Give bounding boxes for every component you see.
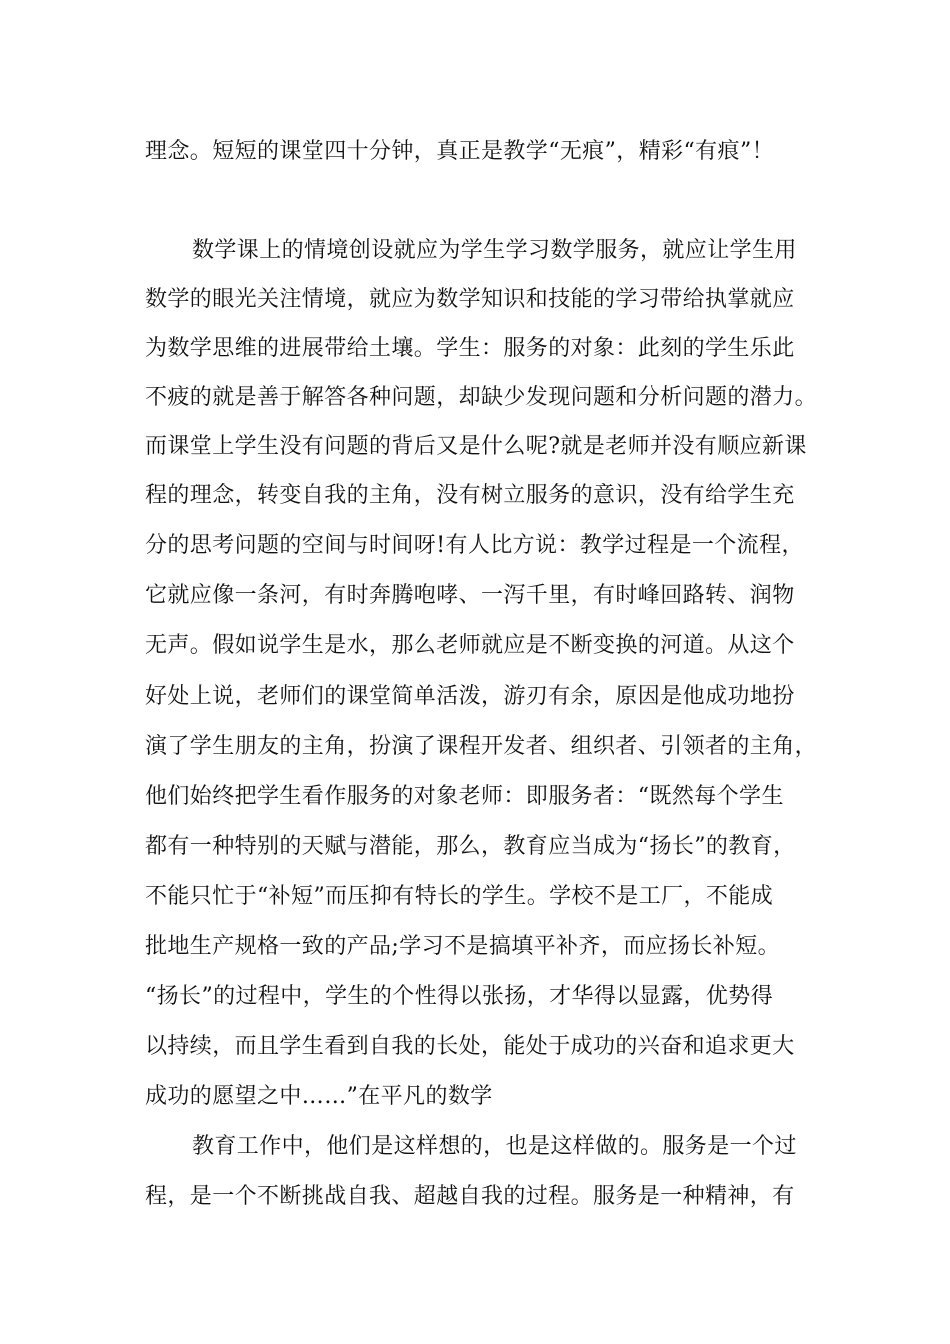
text-line: 不能只忙于“补短”而压抑有特长的学生。学校不是工厂，不能成 — [145, 884, 774, 909]
text-line: 成功的愿望之中……”在平凡的数学 — [145, 1084, 493, 1109]
paragraph-first-line: 数学课上的情境创设就应为学生学习数学服务，就应让学生用 — [192, 238, 797, 263]
text-line: 理念。短短的课堂四十分钟，真正是教学“无痕”，精彩“有痕”！ — [145, 139, 774, 164]
text-line: 以持续，而且学生看到自我的长处，能处于成功的兴奋和追求更大 — [145, 1034, 795, 1059]
paragraph-first-line: 教育工作中，他们是这样想的，也是这样做的。服务是一个过 — [192, 1134, 797, 1159]
text-line: 好处上说，老师们的课堂简单活泼，游刃有余，原因是他成功地扮 — [145, 684, 795, 709]
text-line: 不疲的就是善于解答各种问题，却缺少发现问题和分析问题的潜力。 — [145, 385, 818, 410]
text-line: 数学的眼光关注情境，就应为数学知识和技能的学习带给执掌就应 — [145, 287, 795, 312]
text-line: 批地生产规格一致的产品;学习不是搞填平补齐，而应扬长补短。 — [145, 934, 781, 959]
text-line: 程，是一个不断挑战自我、超越自我的过程。服务是一种精神，有 — [145, 1184, 795, 1209]
text-line: 为数学思维的进展带给土壤。学生：服务的对象：此刻的学生乐此 — [145, 336, 795, 361]
text-line: 而课堂上学生没有问题的背后又是什么呢?就是老师并没有顺应新课 — [145, 434, 807, 459]
text-line: 程的理念，转变自我的主角，没有树立服务的意识，没有给学生充 — [145, 483, 795, 508]
text-line: “扬长”的过程中，学生的个性得以张扬，才华得以显露，优势得 — [145, 984, 774, 1009]
text-line: 他们始终把学生看作服务的对象老师：即服务者：“既然每个学生 — [145, 784, 784, 809]
text-line: 分的思考问题的空间与时间呀!有人比方说：教学过程是一个流程， — [145, 533, 804, 558]
text-line: 都有一种特别的天赋与潜能，那么，教育应当成为“扬长”的教育， — [145, 834, 796, 859]
text-line: 无声。假如说学生是水，那么老师就应是不断变换的河道。从这个 — [145, 633, 795, 658]
text-line: 演了学生朋友的主角，扮演了课程开发者、组织者、引领者的主角， — [145, 734, 818, 759]
text-line: 它就应像一条河，有时奔腾咆哮、一泻千里，有时峰回路转、润物 — [145, 583, 795, 608]
